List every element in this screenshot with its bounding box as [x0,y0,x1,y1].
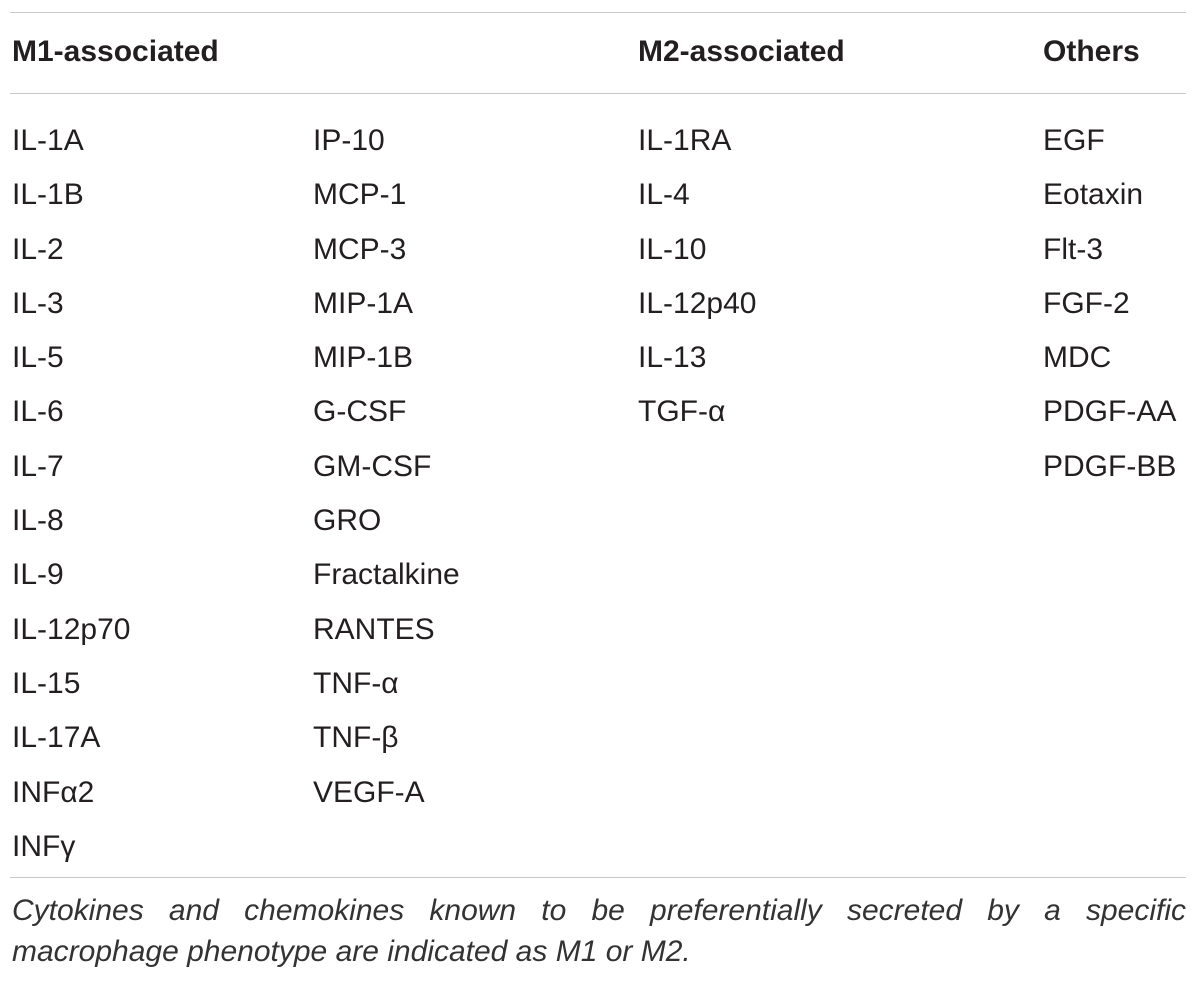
table-cell: MCP-1 [313,178,407,212]
table-cell: Eotaxin [1043,178,1144,212]
table-cell: IL-3 [12,286,64,320]
table-cell: IL-5 [12,341,64,375]
table-cell: INFγ [12,829,76,863]
table-cell: MDC [1043,341,1112,375]
m1-column-1 [12,114,130,874]
header-m2-associated: M2-associated [638,35,845,68]
table-cell: IP-10 [313,124,385,157]
m2-column [638,114,756,440]
table-cell: PDGF-BB [1043,449,1177,483]
table-cell: MCP-3 [313,232,407,266]
table-cell: PDGF-AA [1043,395,1177,429]
header-rule [10,93,1186,94]
header-m1-associated: M1-associated [12,35,219,68]
table-cell: Flt-3 [1043,232,1103,266]
table-cell: EGF [1043,124,1105,157]
table-cell: Fractalkine [313,558,460,592]
table-cell: VEGF-A [313,775,425,809]
table-cell: IL-1B [12,178,84,212]
table-cell: TGF-α [638,395,726,429]
table-cell: IL-4 [638,178,690,212]
table-cell: GRO [313,504,382,538]
table-cell: INFα2 [12,775,95,809]
table-cell: IL-8 [12,504,64,538]
table-cell: IL-1A [12,124,84,157]
table-cell: IL-10 [638,232,707,266]
table-cell: IL-7 [12,449,64,483]
table-top-rule [10,12,1186,13]
table-cell: MIP-1B [313,341,414,375]
table-cell: G-CSF [313,395,407,429]
table-cell: IL-12p70 [12,612,131,646]
table-bottom-rule [10,877,1186,878]
others-column [1043,114,1176,494]
table-cell: IL-6 [12,395,64,429]
table-cell: RANTES [313,612,435,646]
table-cell: GM-CSF [313,449,432,483]
m1-column-2 [313,114,460,820]
table-footnote: Cytokines and chemokines known to be preferentially secreted by a specific macrophage phenotype are indicated as M1 or M2. [12,894,1186,968]
table-cell: IL-13 [638,341,707,375]
table-cell: IL-15 [12,666,81,700]
table-cell: TNF-β [313,721,399,755]
table-cell: MIP-1A [313,286,414,320]
table-cell: FGF-2 [1043,286,1130,320]
table-cell: TNF-α [313,666,399,700]
table-cell: IL-1RA [638,124,732,157]
table-cell: IL-2 [12,232,64,266]
table-cell: IL-9 [12,558,64,592]
header-others: Others [1043,35,1140,68]
table-cell: IL-12p40 [638,286,757,320]
table-cell: IL-17A [12,721,101,755]
